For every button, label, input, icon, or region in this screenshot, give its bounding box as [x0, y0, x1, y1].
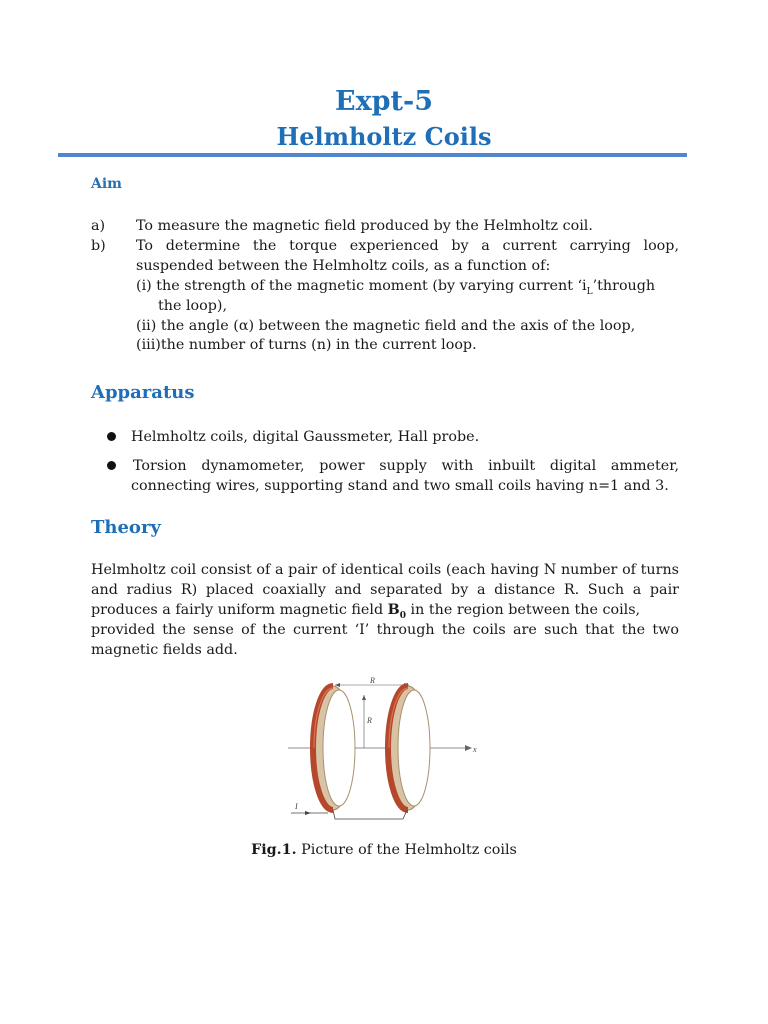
figure-caption — [0, 842, 768, 858]
aim-b-iii: (iii)the number of turns (n) in the current loop. — [136, 337, 477, 353]
current-label: I — [295, 802, 298, 811]
bullet-icon — [107, 461, 116, 470]
label-R-side: R — [367, 716, 372, 725]
figure-caption-label: Fig.1. — [251, 842, 297, 858]
title-underline — [58, 153, 687, 157]
theory-line-4: provided the sense of the current ‘I’ through the coils are such that the two — [91, 622, 679, 638]
aim-b-i-main: (i) the strength of the magnetic moment (by varying current ‘$i_L’through$ — [136, 278, 656, 297]
field-symbol: B — [387, 602, 400, 618]
theory-heading: Theory — [91, 517, 161, 538]
figure-caption-text: Picture of the Helmholtz coils — [296, 842, 517, 858]
theory-line-2: and radius R) placed coaxially and separated by a distance R. Such a pair — [91, 582, 679, 598]
experiment-title: Helmholtz Coils — [276, 122, 492, 151]
apparatus-heading: Apparatus — [91, 382, 195, 403]
apparatus-item-2-line2: connecting wires, supporting stand and two small coils having n=1 and 3. — [131, 478, 669, 494]
x-axis-label: x — [473, 745, 477, 754]
x-axis-arrowhead — [465, 745, 472, 751]
connecting-wire — [333, 810, 407, 819]
theory-line-5: magnetic fields add. — [91, 642, 238, 658]
aim-b-line1: To determine the torque experienced by a current carrying loop, — [136, 238, 679, 254]
aim-b-ii: (ii) the angle (α) between the magnetic field and the axis of the loop, — [136, 318, 636, 334]
aim-a-label: a) — [91, 218, 106, 234]
apparatus-item-2-line1: Torsion dynamometer, power supply with inbuilt digital ammeter, — [133, 458, 679, 474]
left-coil — [313, 686, 355, 810]
experiment-number: Expt-5 — [334, 86, 434, 117]
bullet-icon — [107, 432, 116, 441]
right-coil — [388, 686, 430, 810]
helmholtz-coils-figure — [283, 673, 483, 825]
aim-b-i-subscript: L — [586, 286, 593, 297]
aim-b-label: b) — [91, 238, 106, 254]
label-R-top: R — [370, 676, 375, 685]
theory-line-3-text: produces a fairly uniform magnetic field $B_0$ in the region between the coils, — [91, 602, 641, 621]
theory-line-1: Helmholtz coil consist of a pair of identical coils (each having N number of turns — [91, 562, 679, 578]
aim-heading: Aim — [91, 176, 122, 192]
field-subscript: 0 — [399, 610, 407, 621]
aim-a-text: To measure the magnetic field produced by the Helmholtz coil. — [136, 218, 593, 234]
aim-b-line2: suspended between the Helmholtz coils, as a function of: — [136, 258, 551, 274]
apparatus-item-1: Helmholtz coils, digital Gaussmeter, Hall probe. — [131, 429, 480, 445]
aim-b-i-line2: the loop), — [158, 298, 228, 314]
